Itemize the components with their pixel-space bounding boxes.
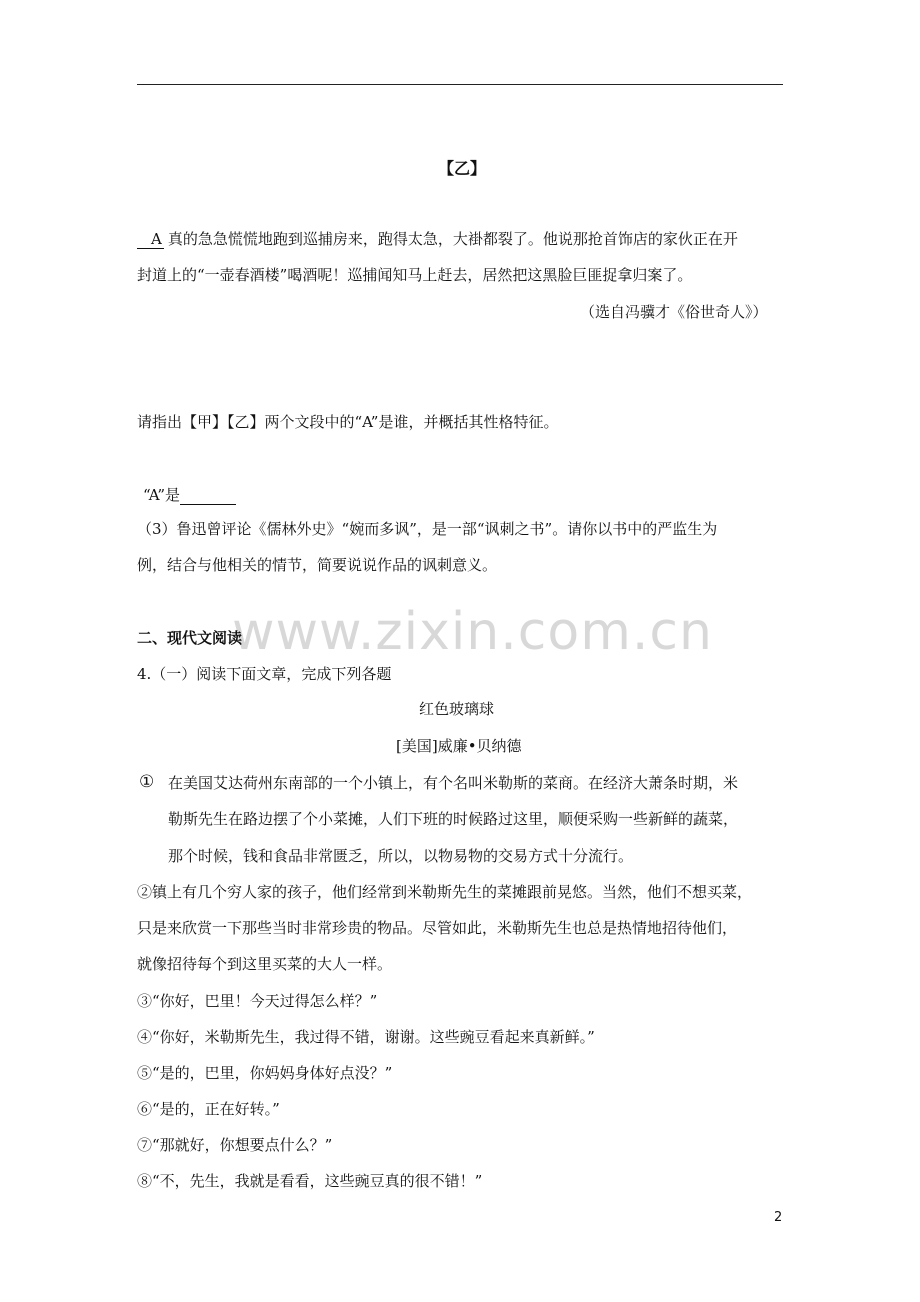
- dialogue-line: ⑦“那就好，你想要点什么？”: [137, 1136, 333, 1154]
- source-citation: （选自冯骥才《俗世奇人》）: [580, 303, 768, 321]
- para2-line3: 就像招待每个到这里买菜的大人一样。: [137, 955, 393, 973]
- answer-blank-a: A: [137, 230, 164, 249]
- section-2-heading: 二、现代文阅读: [137, 629, 243, 647]
- header-rule: [137, 84, 783, 85]
- answer-a-prefix: “A”是: [143, 486, 181, 504]
- yi-para-line1: [137, 228, 738, 249]
- para1-line1: 在美国艾达荷州东南部的一个小镇上，有个名叫米勒斯的菜商。在经济大萧条时期，米: [168, 774, 739, 792]
- yi-para-line1-text: 真的急急慌慌地跑到巡捕房来，跑得太急，大褂都裂了。他说那抢首饰店的家伙正在开: [167, 230, 738, 248]
- para1-line2: 勒斯先生在路边摆了个小菜摊，人们下班的时候路过这里，顺便采购一些新鲜的蔬菜，: [168, 810, 739, 828]
- para1-marker: ①: [139, 772, 155, 792]
- answer-a-line: [143, 484, 236, 505]
- watermark: www.zixin.com.cn: [232, 602, 713, 662]
- page-number: 2: [774, 1210, 783, 1225]
- article-author: [美国]威廉•贝纳德: [396, 737, 522, 755]
- question-a: 请指出【甲】【乙】两个文段中的“A”是谁，并概括其性格特征。: [137, 413, 559, 431]
- dialogue-line: ⑥“是的，正在好转。”: [137, 1100, 280, 1118]
- yi-para-line2: 封道上的“一壶春酒楼”喝酒呢！巡捕闻知马上赶去，居然把这黑脸巨匪捉拿归案了。: [137, 266, 693, 284]
- dialogue-line: ⑤“是的，巴里，你妈妈身体好点没？”: [137, 1064, 393, 1082]
- para2-line2: 只是来欣赏一下那些当时非常珍贵的物品。尽管如此，米勒斯先生也总是热情地招待他们，: [137, 919, 738, 937]
- question-4: 4.（一）阅读下面文章，完成下列各题: [137, 665, 392, 683]
- question-3-line2: 例，结合与他相关的情节，简要说说作品的讽刺意义。: [137, 556, 498, 574]
- dialogue-line: ④“你好，米勒斯先生，我过得不错，谢谢。这些豌豆看起来真新鲜。”: [137, 1028, 595, 1046]
- para2-line1: ②镇上有几个穷人家的孩子，他们经常到米勒斯先生的菜摊跟前晃悠。当然，他们不想买菜，: [137, 883, 753, 901]
- article-title: 红色玻璃球: [419, 700, 495, 718]
- dialogue-line: ⑧“不，先生，我就是看看，这些豌豆真的很不错！”: [137, 1172, 483, 1190]
- dialogue-line: ③“你好，巴里！今天过得怎么样？”: [137, 992, 378, 1010]
- question-3-line1: （3）鲁迅曾评论《儒林外史》“婉而多讽”，是一部“讽刺之书”。请你以书中的严监生为: [137, 520, 718, 538]
- answer-a-blank[interactable]: [180, 488, 236, 505]
- para1-line3: 那个时候，钱和食品非常匮乏，所以，以物易物的交易方式十分流行。: [168, 847, 634, 865]
- section-yi-title: 【乙】: [438, 159, 487, 178]
